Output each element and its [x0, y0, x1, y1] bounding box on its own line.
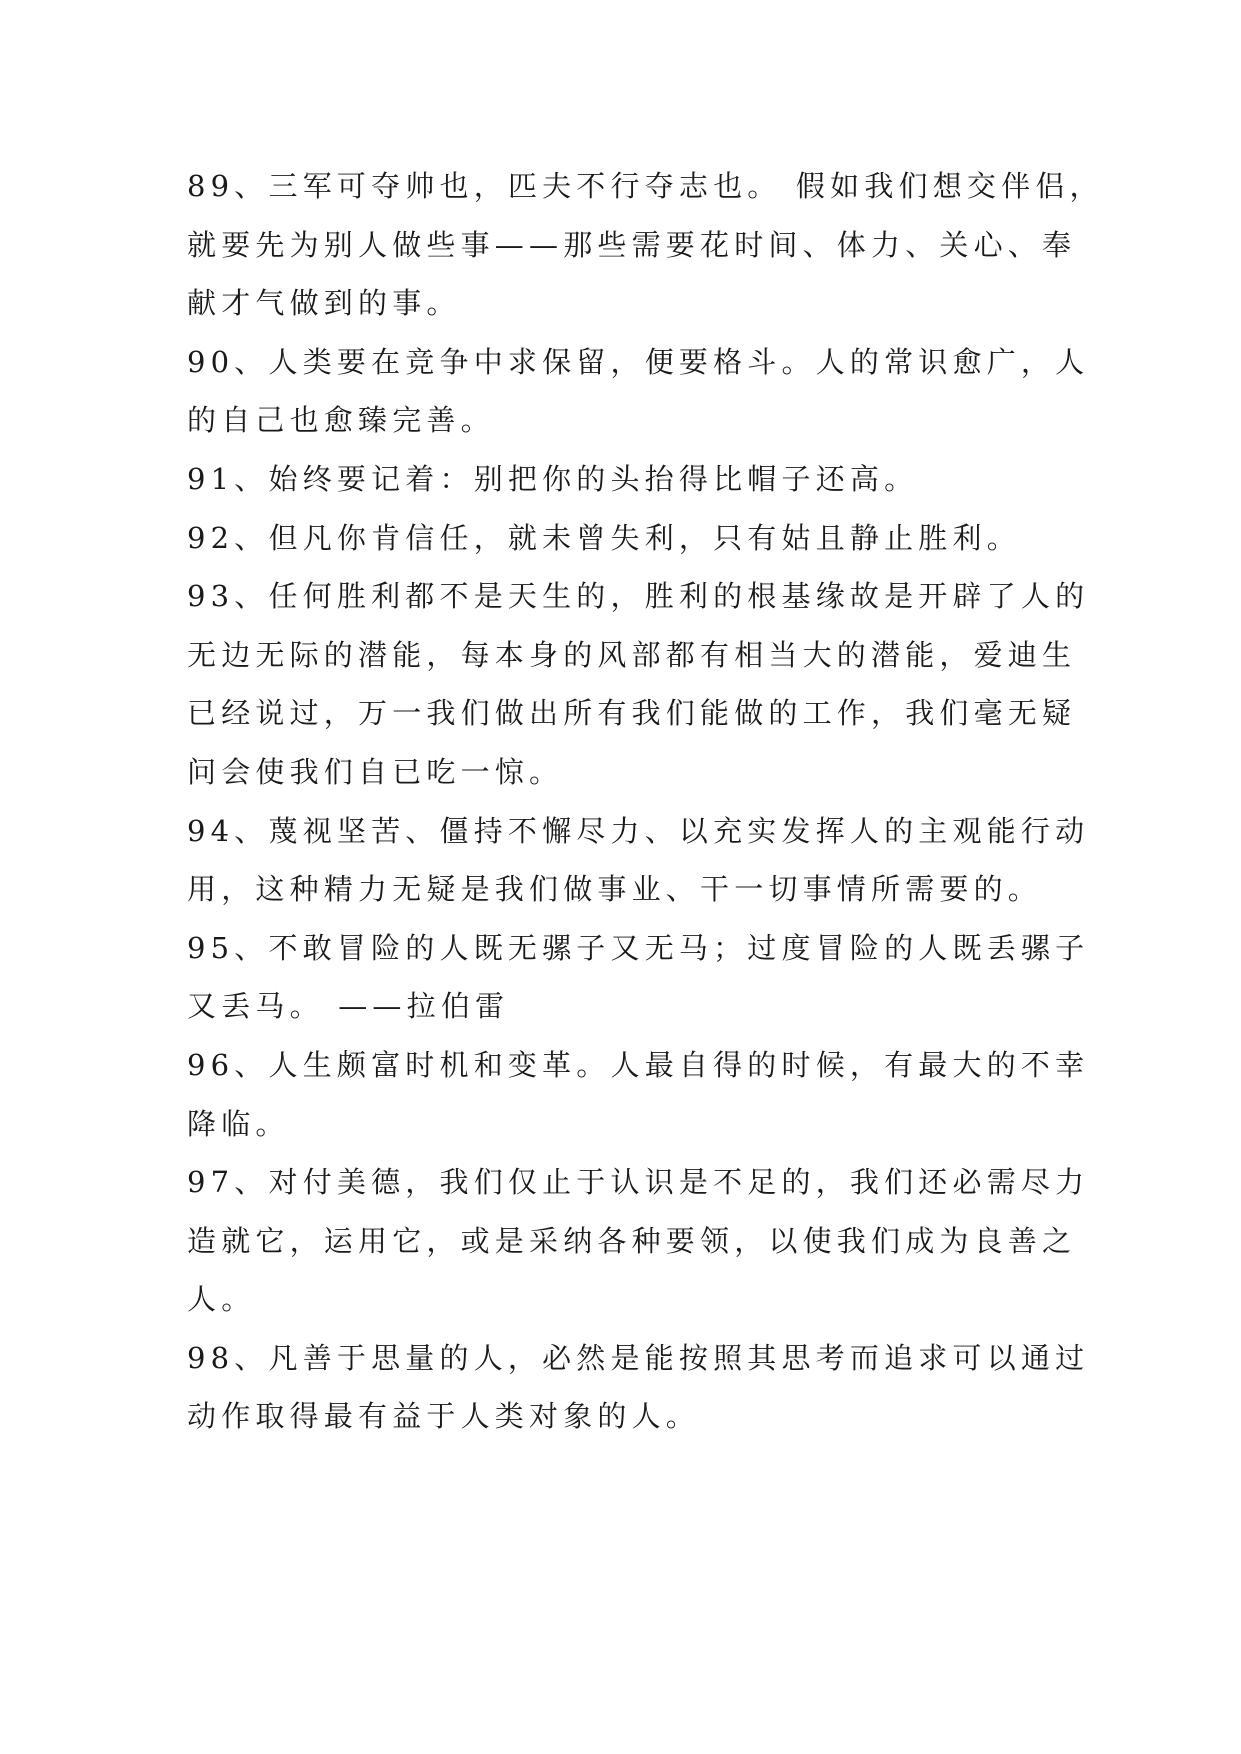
text-line: 90、人类要在竞争中求保留，便要格斗。人的常识愈广，人 [187, 344, 1090, 379]
text-line: 降临。 [187, 1106, 290, 1141]
text-line: 的自己也愈臻完善。 [187, 403, 495, 438]
text-line: 96、人生颇富时机和变革。人最自得的时候，有最大的不幸 [187, 1047, 1090, 1082]
text-line: 91、始终要记着：别把你的头抬得比帽子还高。 [187, 461, 919, 496]
text-line: 造就它，运用它，或是采纳各种要领，以使我们成为良善之 [187, 1223, 1077, 1258]
text-line: 98、凡善于思量的人，必然是能按照其思考而追求可以通过 [187, 1340, 1090, 1375]
text-line: 89、三军可夺帅也，匹夫不行夺志也。 假如我们想交伴侣， [187, 169, 1104, 203]
text-line: 人。 [187, 1282, 256, 1317]
document-body [187, 157, 1104, 1446]
text-line: 已经说过，万一我们做出所有我们能做的工作，我们毫无疑 [187, 696, 1077, 731]
text-line: 又丢马。 ——拉伯雷 [187, 989, 510, 1024]
text-line: 97、对付美德，我们仅止于认识是不足的，我们还必需尽力 [187, 1165, 1090, 1200]
text-line: 就要先为别人做些事——那些需要花时间、体力、关心、奉 [187, 227, 1077, 262]
text-line: 94、蔑视坚苦、僵持不懈尽力、以充实发挥人的主观能行动 [187, 813, 1090, 848]
text-line: 问会使我们自已吃一惊。 [187, 754, 564, 789]
text-line: 动作取得最有益于人类对象的人。 [187, 1399, 701, 1434]
text-line: 93、任何胜利都不是天生的，胜利的根基缘故是开辟了人的 [187, 579, 1090, 614]
text-line: 92、但凡你肯信任，就未曾失利，只有姑且静止胜利。 [187, 520, 1021, 555]
text-line: 95、不敢冒险的人既无骡子又无马；过度冒险的人既丢骡子 [187, 930, 1090, 965]
text-line: 献才气做到的事。 [187, 286, 461, 321]
text-line: 无边无际的潜能，每本身的风部都有相当大的潜能，爱迪生 [187, 637, 1077, 672]
text-line: 用，这种精力无疑是我们做事业、干一切事情所需要的。 [187, 872, 1043, 907]
